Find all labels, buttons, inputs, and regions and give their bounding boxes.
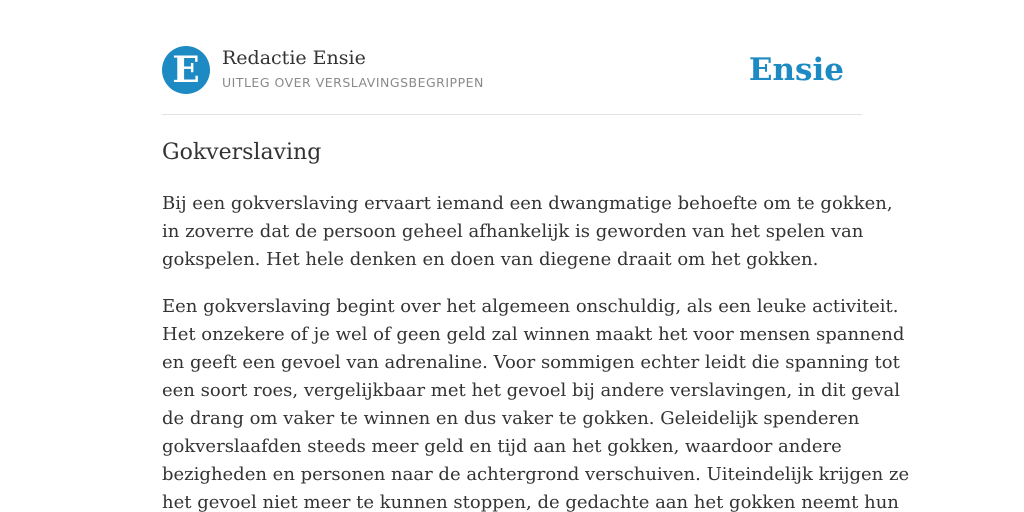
author-subtitle: UITLEG OVER VERSLAVINGSBEGRIPPEN [222,75,484,90]
paragraph-line: in zoverre dat de persoon geheel afhankelijk is geworden van het spelen van [162,221,864,242]
paragraph-line: gokverslaafden steeds meer geld en tijd aan het gokken, waardoor andere [162,436,842,457]
paragraph-line: en geeft een gevoel van adrenaline. Voor sommigen echter leidt die spanning tot [162,352,900,373]
author-name[interactable]: Redactie Ensie [222,47,366,69]
paragraph-line: de drang om vaker te winnen en dus vaker te gokken. Geleidelijk spenderen [162,408,860,429]
author-header [162,46,862,115]
paragraph-line: gokspelen. Het hele denken en doen van diegene draait om het gokken. [162,249,819,270]
brand-logo[interactable]: Ensie [748,52,844,88]
article-body [162,190,910,512]
paragraph-2 [162,293,910,512]
paragraph-line: Een gokverslaving begint over het algemeen onschuldig, als een leuke activiteit. [162,296,899,317]
paragraph-line: bezigheden en personen naar de achtergrond verschuiven. Uiteindelijk krijgen ze [162,464,910,485]
paragraph-1 [162,190,893,274]
paragraph-line: het gevoel niet meer te kunnen stoppen, de gedachte aan het gokken neemt hun [162,492,899,512]
author-avatar[interactable]: E [162,46,210,94]
paragraph-line: een soort roes, vergelijkbaar met het gevoel bij andere verslavingen, in dit geval [162,380,901,401]
article-title: Gokverslaving [162,140,322,165]
paragraph-line: Bij een gokverslaving ervaart iemand een dwangmatige behoefte om te gokken, [162,193,893,214]
paragraph-line: Het onzekere of je wel of geen geld zal winnen maakt het voor mensen spannend [162,324,905,345]
